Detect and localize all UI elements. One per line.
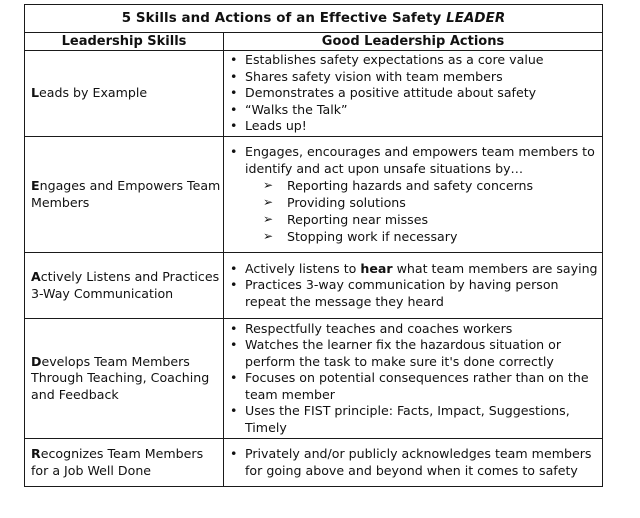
action-cell: [224, 319, 603, 439]
sub-action-item: [245, 211, 600, 228]
action-item: • Establishes safety expectations as a core value: [228, 52, 600, 68]
skill-initial: D: [31, 353, 42, 369]
skill-cell: [25, 253, 224, 319]
column-header-actions: Good Leadership Actions: [224, 33, 603, 51]
skill-cell: [25, 51, 224, 137]
action-item: • Uses the FIST principle: Facts, Impact, Suggestions, Timely: [228, 403, 600, 436]
column-header-skills: Leadership Skills: [25, 33, 224, 51]
header-row: [25, 33, 603, 51]
action-item: • Watches the learner fix the hazardous situation or perform the task to make sure it's done correctly: [228, 337, 600, 370]
action-item: [228, 144, 600, 245]
skill-text: evelops Team Members Through Teaching, Coaching and Feedback: [31, 353, 210, 402]
skill-text: eads by Example: [39, 85, 148, 101]
sub-action-text: Stopping work if necessary: [287, 228, 458, 244]
action-item: • Focuses on potential consequences rather than on the team member: [228, 370, 600, 403]
table-row: [25, 51, 603, 137]
skill-initial: A: [31, 269, 41, 284]
arrow-right-icon: ➢: [263, 177, 274, 192]
sub-action-text: Reporting hazards and safety concerns: [287, 177, 534, 193]
skill-text: ngages and Empowers Team Members: [31, 178, 221, 210]
action-text: Actively listens to: [245, 260, 361, 276]
action-item: • “Walks the Talk”: [228, 102, 600, 118]
action-cell: [224, 137, 603, 253]
sub-action-text: Providing solutions: [287, 194, 406, 210]
action-cell: [224, 253, 603, 319]
skill-initial: R: [31, 446, 41, 461]
skill-text: ecognizes Team Members for a Job Well Done: [31, 446, 204, 478]
table-title: [25, 5, 603, 33]
skill-initial: L: [31, 85, 40, 101]
table-row: [25, 253, 603, 319]
action-item: • Demonstrates a positive attitude about safety: [228, 85, 600, 101]
sub-action-list: [245, 177, 600, 245]
table-title-prefix: 5 Skills and Actions of an Effective Safety: [121, 11, 447, 26]
leadership-skills-table: [24, 4, 603, 487]
sub-action-text: Reporting near misses: [287, 211, 429, 227]
table-row: [25, 439, 603, 487]
skill-cell: [25, 319, 224, 439]
action-text: what team members are saying: [392, 260, 598, 276]
title-row: [25, 5, 603, 33]
action-list: [228, 144, 600, 245]
arrow-right-icon: ➢: [263, 211, 274, 226]
table-title-emphasis: LEADER: [446, 11, 506, 26]
action-item: • Practices 3-way communication by having person repeat the message they heard: [228, 277, 600, 310]
action-item: [228, 261, 600, 277]
arrow-right-icon: ➢: [263, 228, 274, 243]
action-cell: [224, 51, 603, 137]
action-list: [228, 52, 600, 134]
sub-action-item: [245, 177, 600, 194]
skill-cell: [25, 137, 224, 253]
sub-action-item: [245, 194, 600, 211]
action-item: • Respectfully teaches and coaches workers: [228, 321, 600, 337]
action-list: [228, 261, 600, 310]
skill-cell: [25, 439, 224, 487]
action-list: [228, 321, 600, 436]
action-emphasis: hear: [360, 260, 393, 276]
action-item: • Leads up!: [228, 118, 600, 134]
skill-text: ctively Listens and Practices 3-Way Communication: [31, 269, 220, 301]
table-row: [25, 137, 603, 253]
action-item: • Privately and/or publicly acknowledges team members for going above and beyond when it comes to safety: [228, 446, 600, 479]
action-text: Engages, encourages and empowers team members to identify and act upon unsafe situations by…: [245, 144, 595, 176]
sub-action-item: [245, 228, 600, 245]
action-item: • Shares safety vision with team members: [228, 69, 600, 85]
action-cell: [224, 439, 603, 487]
table-row: [25, 319, 603, 439]
action-list: [228, 446, 600, 479]
skill-initial: E: [31, 178, 40, 193]
arrow-right-icon: ➢: [263, 194, 274, 209]
